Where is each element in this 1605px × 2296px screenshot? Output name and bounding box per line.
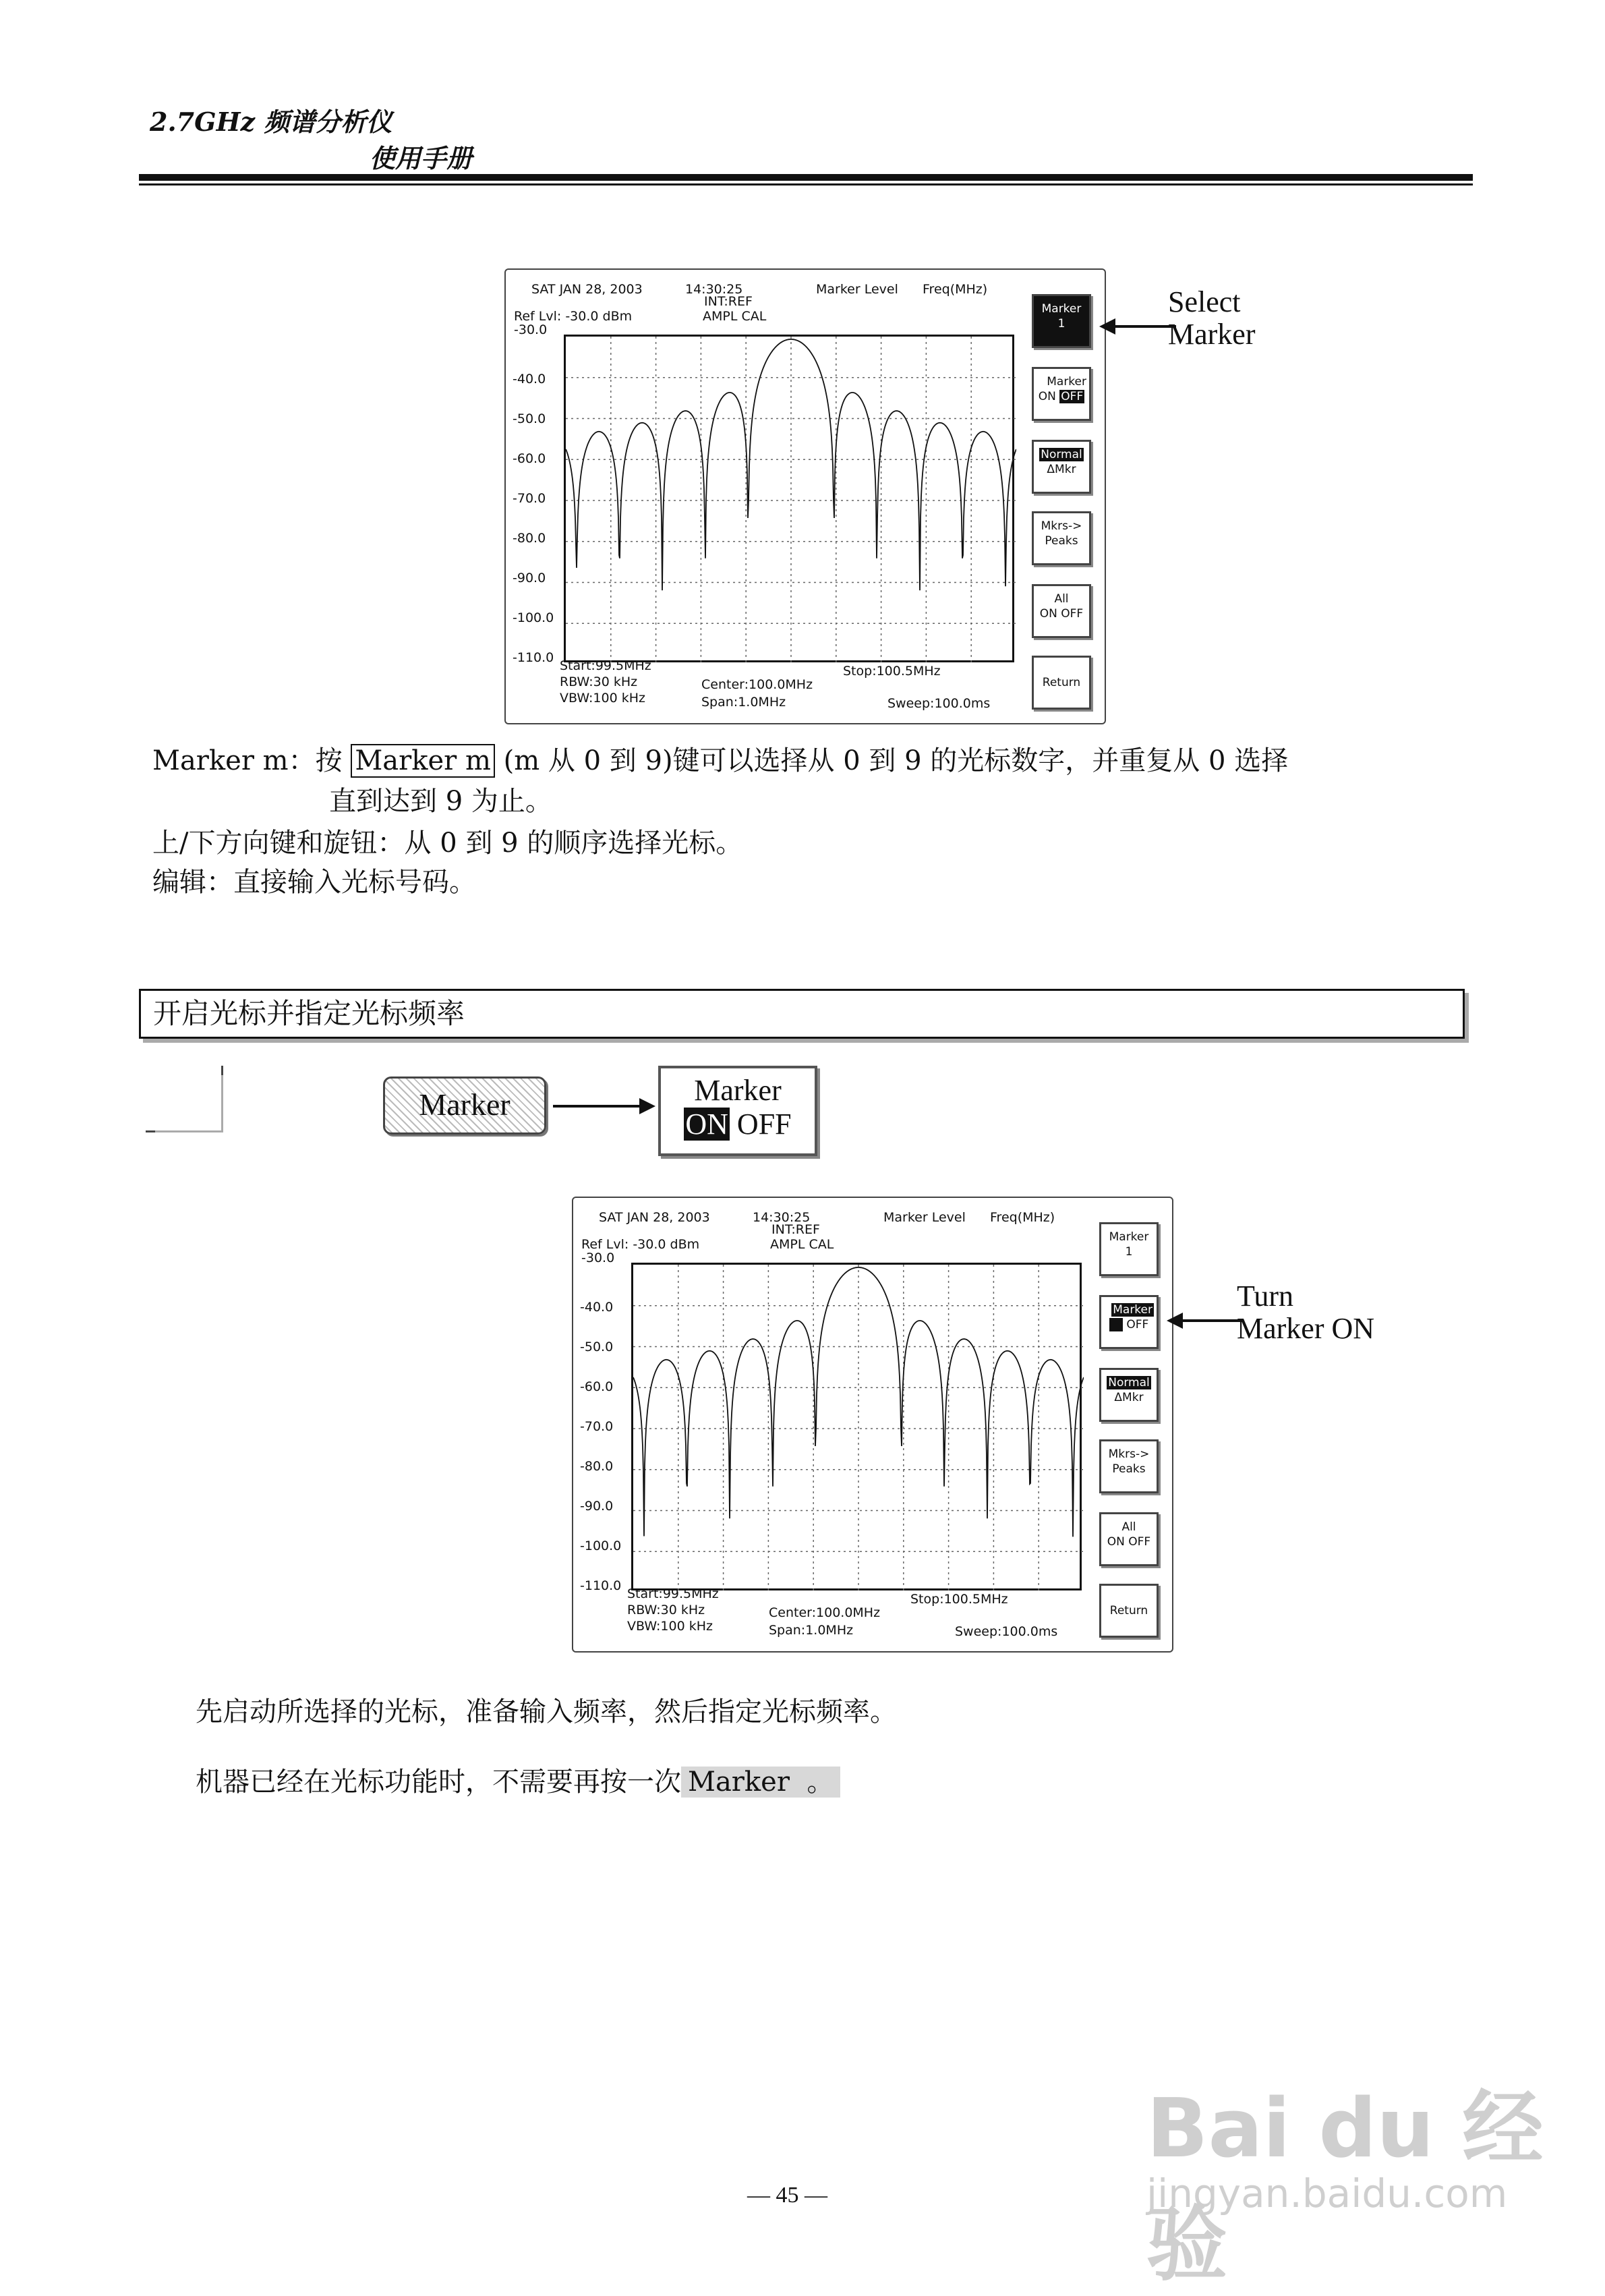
date-readout: SAT JAN 28, 2003 <box>531 282 643 297</box>
time-readout: 14:30:25 <box>753 1210 811 1225</box>
y-axis-label: -30.0 <box>581 1251 615 1265</box>
span-readout: Span:1.0MHz <box>701 695 786 710</box>
y-axis-label: -50.0 <box>580 1340 614 1354</box>
activate-marker-description: 先启动所选择的光标，准备输入频率，然后指定光标频率。 <box>196 1696 897 1727</box>
callout-arrow-1 <box>1097 313 1177 340</box>
ref-level-readout: Ref Lvl: -30.0 dBm <box>514 309 633 324</box>
softkey-normal-delta[interactable]: Normal ΔMkr <box>1099 1368 1159 1422</box>
y-axis-label: -30.0 <box>514 322 548 337</box>
manual-title: 2.7GHz 频谱分析仪 <box>150 107 392 137</box>
rbw-readout: RBW:30 kHz <box>560 675 638 689</box>
softkey-all-on-off[interactable]: All ON OFF <box>1099 1512 1159 1566</box>
header-rule <box>139 174 1473 181</box>
softkey-marker-select[interactable]: Marker 1 <box>1032 294 1091 348</box>
y-axis-label: -60.0 <box>580 1379 614 1394</box>
marker-hardkey[interactable]: Marker <box>383 1077 546 1135</box>
marker-m-key: Marker m <box>351 744 495 778</box>
ampl-cal-readout: AMPL CAL <box>703 309 767 324</box>
softkey-return[interactable]: Return <box>1099 1584 1159 1638</box>
y-axis-label: -90.0 <box>513 571 546 585</box>
marker-m-description-cont: 直到达到 9 为止。 <box>329 786 552 817</box>
y-axis-label: -40.0 <box>580 1300 614 1315</box>
softkey-mkrs-peaks[interactable]: Mkrs-> Peaks <box>1099 1439 1159 1493</box>
analyzer-screen-2 <box>572 1197 1173 1653</box>
sweep-readout: Sweep:100.0ms <box>887 696 991 711</box>
page-number: — 45 — <box>747 2183 827 2208</box>
already-in-marker-note: 机器已经在光标功能时，不需要再按一次 Marker 。 <box>196 1760 840 1799</box>
vbw-readout: VBW:100 kHz <box>627 1619 713 1634</box>
baidu-watermark-url: jingyan.baidu.com <box>1146 2171 1508 2216</box>
rbw-readout: RBW:30 kHz <box>627 1603 705 1617</box>
freq-unit-readout: Freq(MHz) <box>990 1210 1055 1225</box>
softkey-marker-on-off[interactable]: Marker OFF <box>1099 1295 1159 1349</box>
callout-select-marker: Select Marker <box>1168 285 1256 351</box>
softkey-marker-select[interactable]: Marker 1 <box>1099 1222 1159 1276</box>
start-readout: Start:99.5MHz <box>560 658 651 673</box>
stop-readout: Stop:100.5MHz <box>910 1592 1008 1607</box>
y-axis-label: -70.0 <box>580 1419 614 1434</box>
center-readout: Center:100.0MHz <box>769 1605 881 1620</box>
int-ref-readout: INT:REF <box>704 294 753 309</box>
key-sequence-arrow <box>552 1094 657 1118</box>
softkey-return[interactable]: Return <box>1032 656 1091 710</box>
analyzer-screen-1 <box>504 268 1106 724</box>
start-readout: Start:99.5MHz <box>627 1586 719 1601</box>
ref-level-readout: Ref Lvl: -30.0 dBm <box>581 1237 700 1252</box>
softkey-all-on-off[interactable]: All ON OFF <box>1032 584 1091 638</box>
freq-unit-readout: Freq(MHz) <box>923 282 988 297</box>
ampl-cal-readout: AMPL CAL <box>770 1237 834 1252</box>
softkey-mkrs-peaks[interactable]: Mkrs-> Peaks <box>1032 511 1091 565</box>
marker-level-readout: Marker Level <box>883 1210 966 1225</box>
y-axis-label: -80.0 <box>513 531 546 546</box>
marker-on-off-softkey[interactable]: Marker ON OFF <box>658 1066 817 1156</box>
date-readout: SAT JAN 28, 2003 <box>599 1210 710 1225</box>
stop-readout: Stop:100.5MHz <box>843 664 941 679</box>
softkey-marker-on-off[interactable]: Marker ON OFF <box>1032 367 1091 421</box>
step-tab-shadow <box>155 1075 223 1132</box>
marker-level-readout: Marker Level <box>816 282 898 297</box>
y-axis-label: -70.0 <box>513 491 546 506</box>
y-axis-label: -100.0 <box>580 1539 622 1553</box>
time-readout: 14:30:25 <box>685 282 743 297</box>
span-readout: Span:1.0MHz <box>769 1623 854 1638</box>
callout-turn-marker-on: Turn Marker ON <box>1237 1280 1375 1345</box>
int-ref-readout: INT:REF <box>771 1222 820 1237</box>
marker-key-highlight: Marker 。 <box>681 1767 840 1798</box>
vbw-readout: VBW:100 kHz <box>560 691 645 706</box>
y-axis-label: -60.0 <box>513 451 546 466</box>
sweep-readout: Sweep:100.0ms <box>955 1624 1058 1639</box>
manual-subtitle: 使用手册 <box>370 143 473 173</box>
y-axis-label: -40.0 <box>513 372 546 386</box>
section-title: 开启光标并指定光标频率 <box>139 989 1465 1039</box>
baidu-watermark-logo: Bai du 经验 <box>1146 2082 1544 2292</box>
arrow-knob-description: 上/下方向键和旋钮：从 0 到 9 的顺序选择光标。 <box>152 828 743 859</box>
y-axis-label: -80.0 <box>580 1459 614 1474</box>
spectrum-trace <box>633 1267 1084 1537</box>
y-axis-label: -110.0 <box>580 1578 622 1593</box>
edit-description: 编辑：直接输入光标号码。 <box>152 867 476 898</box>
softkey-normal-delta[interactable]: Normal ΔMkr <box>1032 440 1091 494</box>
header-rule-thin <box>139 183 1473 185</box>
y-axis-label: -110.0 <box>513 650 554 665</box>
y-axis-label: -100.0 <box>513 610 554 625</box>
y-axis-label: -90.0 <box>580 1499 614 1514</box>
spectrum-plot <box>631 1263 1082 1590</box>
callout-arrow-2 <box>1164 1307 1245 1334</box>
y-axis-label: -50.0 <box>513 411 546 426</box>
spectrum-plot <box>564 335 1014 662</box>
center-readout: Center:100.0MHz <box>701 677 813 692</box>
marker-m-description: Marker m：按 Marker m (m 从 0 到 9)键可以选择从 0 到 9 的光标数字，并重复从 0 选择 <box>152 745 1289 776</box>
